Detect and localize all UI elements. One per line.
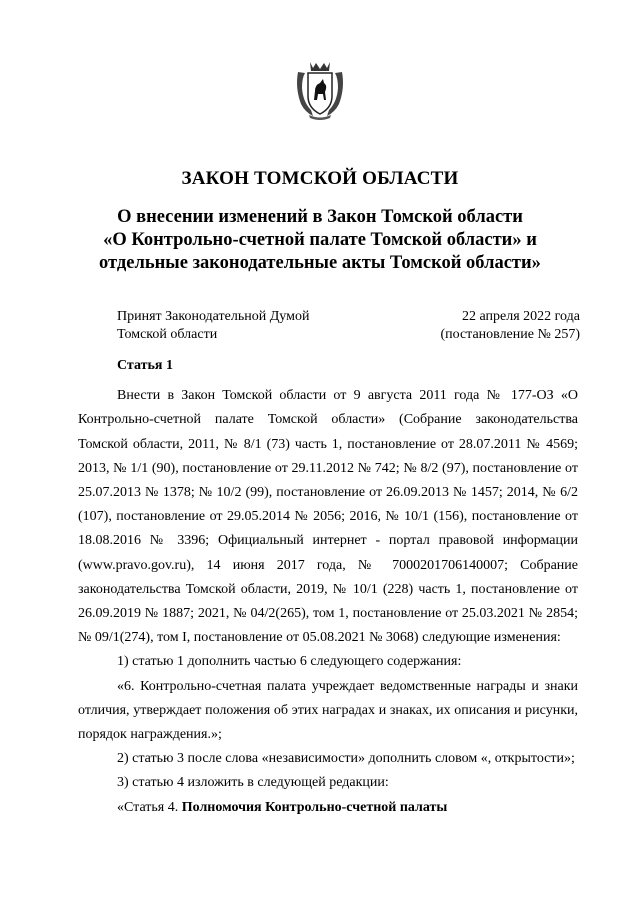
adoption-resolution-line: (постановление № 257) [440, 327, 580, 342]
quote-prefix: «Статья 4. [117, 799, 182, 815]
adopted-by-line: Принят Законодательной Думой [117, 309, 310, 324]
amendment-item-2: 2) статью 3 после слова «независимости» дополнить словом «, открытости»; [117, 751, 575, 767]
adopted-by-line: Томской области [117, 327, 218, 342]
law-subtitle [60, 206, 580, 275]
law-title: ЗАКОН ТОМСКОЙ ОБЛАСТИ [181, 168, 459, 189]
quote-article-title: Полномочия Контрольно-счетной палаты [181, 799, 448, 815]
law-subtitle-line: «О Контрольно-счетной палате Томской области» и [103, 230, 537, 250]
law-subtitle-line: отдельные законодательные акты Томской области» [99, 253, 541, 273]
amendment-item-1: 1) статью 1 дополнить частью 6 следующего содержания: [117, 654, 462, 670]
amendment-item-3: 3) статью 4 изложить в следующей редакции: [117, 775, 389, 791]
article-body [78, 354, 578, 820]
law-subtitle-line: О внесении изменений в Закон Томской области [117, 207, 523, 227]
amendment-item-1-quote: «6. Контрольно-счетная палата учреждает ведомственные награды и знаки отличия, утверждает положения об этих наградах и знаках, их описания и рисунки, порядок награждения.»; [78, 678, 578, 743]
article-intro-paragraph: Внести в Закон Томской области от 9 августа 2011 года № 177-ОЗ «О Контрольно-счетной палате Томской области» (Собрание законодательства Томской области, 2011, № 8/1 (73) часть 1, постановление от 28.07.2011 № 4569; 2013, № 1/1 (90), постановление от 29.11.2012 № 742; № 8/2 (97), постановление от 25.07.2013 № 1378; № 10/2 (99), постановление от 26.09.2013 № 1457; 2014, № 6/2 (107), постановление от 29.05.2014 № 2056; 2016, № 10/1 (156), постановление от 18.08.2016 № 3396; Официальный интернет - портал правовой информации (www.pravo.gov.ru), 14 июня 2017 года, № 7000201706140007; Собрание законодательства Томской области, 2019, № 10/1 (228) часть 1, постановление от 26.09.2019 № 1887; 2021, № 04/2(265), том 1, постановление от 25.03.2021 № 2854; № 09/1(274), том I, постановление от 05.08.2021 № 3068) следующие изменения: [78, 388, 578, 646]
amendment-item-3-quote [78, 796, 578, 820]
coat-of-arms-icon [295, 58, 345, 120]
adoption-date-line: 22 апреля 2022 года [462, 309, 580, 324]
article-heading: Статья 1 [117, 358, 173, 373]
adoption-date [440, 308, 580, 344]
adopted-by [117, 308, 309, 344]
